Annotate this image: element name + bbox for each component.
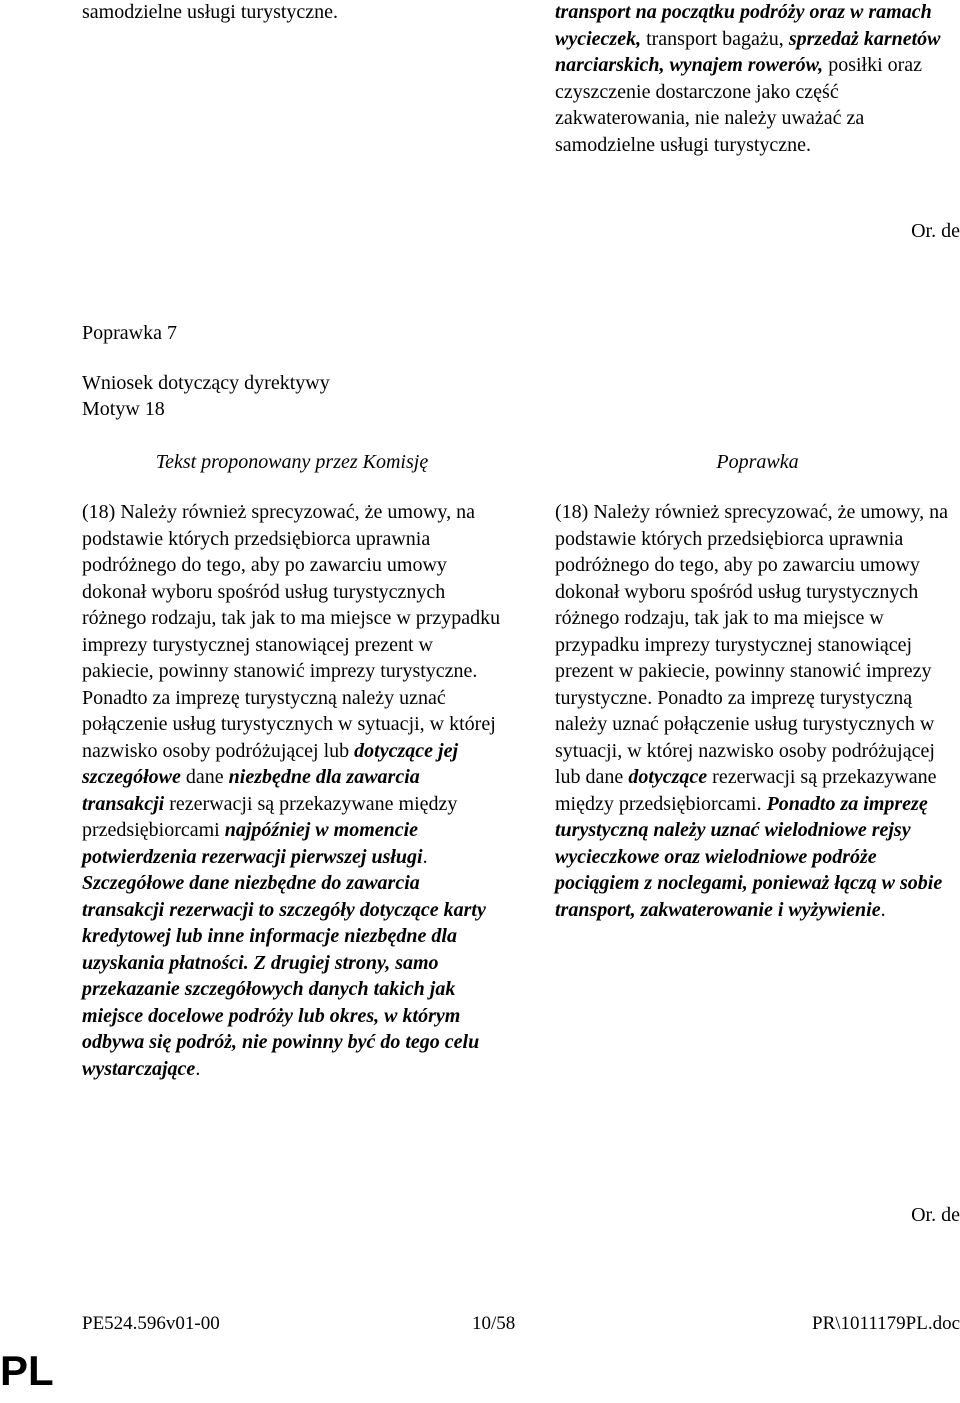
recital-title: Motyw 18 — [82, 398, 165, 420]
top-right-plain-2: posiłki oraz czyszczenie dostarczone jako część zakwaterowania, nie należy uważać za samodzielne usługi turystyczne. — [555, 54, 923, 156]
left-bold-1: dotyczące jej szczegółowe — [82, 739, 459, 788]
left-plain-2: dane — [180, 766, 229, 788]
left-bold-4: Szczegółowe dane niezbędne do zawarcia transakcji rezerwacji to szczegóły dotyczące karty kredytowej lub inne informacje niezbędne dla uzyskania płatności. Z drugiej strony, samo przekazanie szczegółowych danych takich jak miejsce docelowe podróży lub okres, w którym odbywa się podróż, nie powinny być do tego celu wystarczające — [82, 872, 486, 1080]
top-left-text: samodzielne usługi turystyczne. — [82, 1, 339, 23]
footer-document-name: PR\1011179PL.doc — [812, 1313, 960, 1334]
left-plain-4: . — [422, 845, 428, 868]
left-bold-3: najpóźniej w momencie potwierdzenia rezerwacji pierwszej usługi — [82, 819, 423, 868]
footer-page-number: 10/58 — [472, 1313, 516, 1334]
top-right-plain-1: transport bagażu, — [641, 27, 789, 50]
right-bold-2: Ponadto za imprezę turystyczną należy uznać wielodniowe rejsy wycieczkowe oraz wielodniowe podróże pociągiem z noclegami, ponieważ łączą w sobie transport, zakwaterowanie i wyżywienie — [555, 792, 943, 921]
top-right-bold-1: transport na początku podróży oraz w ramach wycieczek, — [555, 1, 932, 50]
proposal-title: Wniosek dotyczący dyrektywy — [82, 372, 330, 394]
commission-text-body — [82, 499, 502, 1082]
commission-text-heading: Tekst proponowany przez Komisję — [155, 451, 429, 473]
right-bold-1: dotyczące — [628, 766, 708, 788]
original-language-label-2: Or. de — [911, 1204, 960, 1226]
right-plain-3: . — [880, 898, 886, 921]
left-plain-5: . — [195, 1057, 201, 1080]
top-right-text — [555, 0, 960, 158]
right-plain-2: rezerwacji są przekazywane między przedsiębiorcami. — [555, 766, 937, 815]
footer-reference: PE524.596v01-00 — [82, 1313, 220, 1334]
left-plain-1: (18) Należy również sprecyzować, że umowy, na podstawie których przedsiębiorca uprawnia podróżnego do tego, aby po zawarciu umowy dokonał wyboru spośród usług turystycznych różnego rodzaju, tak jak to ma miejsce w przypadku imprezy turystycznej stanowiącej prezent w pakiecie, powinny stanowić imprezy turystyczne. Ponadto za imprezę turystyczną należy uznać połączenie usług turystycznych w sytuacji, w której nazwisko osoby podróżującej lub — [82, 501, 501, 762]
language-code: PL — [0, 1347, 54, 1394]
amendment-heading: Poprawka — [716, 451, 799, 473]
original-language-label: Or. de — [911, 220, 960, 242]
right-plain-1: (18) Należy również sprecyzować, że umowy, na podstawie których przedsiębiorca uprawnia podróżnego do tego, aby po zawarciu umowy dokonał wyboru spośród usług turystycznych różnego rodzaju, tak jak to ma miejsce w przypadku imprezy turystycznej stanowiącej prezent w pakiecie, powinny stanowić imprezy turystyczne. Ponadto za imprezę turystyczną należy uznać połączenie usług turystycznych w sytuacji, w której nazwisko osoby podróżującej lub dane — [555, 501, 948, 788]
top-right-bold-2: sprzedaż karnetów narciarskich, wynajem rowerów, — [555, 27, 941, 76]
left-bold-2: niezbędne dla zawarcia transakcji — [82, 766, 420, 815]
amendment-body — [555, 499, 960, 923]
amendment-number: Poprawka 7 — [82, 322, 177, 344]
left-plain-3: rezerwacji są przekazywane między przedsiębiorcami — [82, 792, 458, 841]
